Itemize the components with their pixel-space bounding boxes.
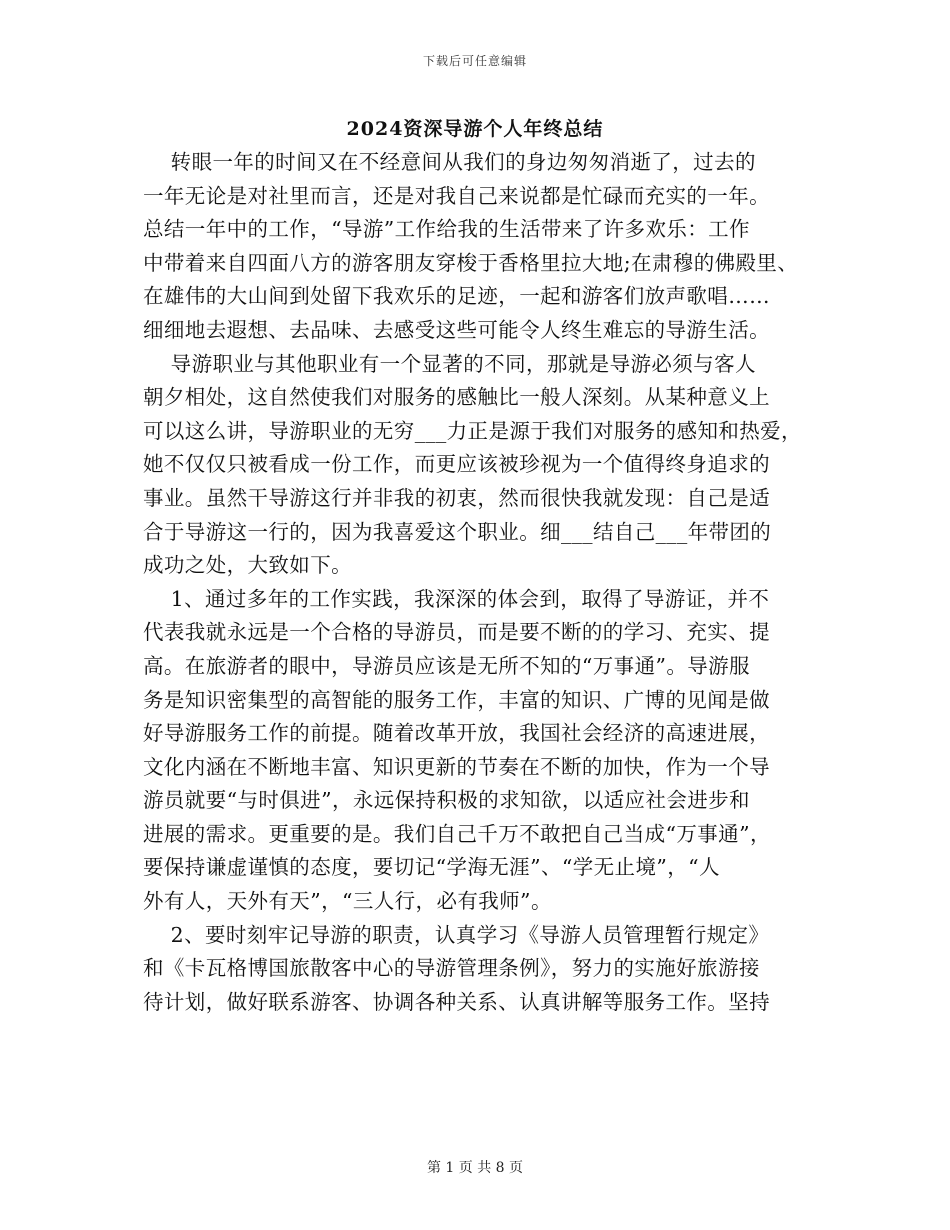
- body-line: 好导游服务工作的前提。随着改革开放，我国社会经济的高速进展，: [143, 721, 770, 746]
- body-line: 转眼一年的时间又在不经意间从我们的身边匆匆消逝了，过去的: [143, 150, 756, 174]
- body-line: 一年无论是对社里而言，还是对我自己来说都是忙碌而充实的一年。: [143, 183, 770, 208]
- document-title: 2024资深导游个人年终总结: [346, 118, 604, 140]
- body-line: 成功之处，大致如下。: [143, 553, 352, 578]
- body-line: 可以这么讲，导游职业的无穷___力正是源于我们对服务的感知和热爱，: [143, 418, 802, 443]
- body-line: 文化内涵在不断地丰富、知识更新的节奏在不断的加快，作为一个导: [143, 754, 770, 779]
- body-line: 游员就要“与时俱进”，永远保持积极的求知欲，以适应社会进步和: [143, 788, 750, 813]
- page-number-footer: 第 1 页 共 8 页: [426, 1160, 524, 1176]
- body-line: 在雄伟的大山间到处留下我欢乐的足迹，一起和游客们放声歌唱……: [143, 284, 770, 309]
- body-line: 进展的需求。更重要的是。我们自己千万不敢把自己当成“万事通”，: [143, 821, 771, 846]
- body-line: 总结一年中的工作，“导游”工作给我的生活带来了许多欢乐：工作: [143, 217, 750, 242]
- body-line: 她不仅仅只被看成一份工作，而更应该被珍视为一个值得终身追求的: [143, 452, 770, 477]
- body-line: 外有人，天外有天”，“三人行，必有我师”。: [143, 889, 552, 914]
- header-note: 下载后可任意编辑: [422, 54, 527, 68]
- body-line: 高。在旅游者的眼中，导游员应该是无所不知的“万事通”。导游服: [143, 653, 750, 678]
- body-line: 中带着来自四面八方的游客朋友穿梭于香格里拉大地;在肃穆的佛殿里、: [143, 250, 799, 275]
- body-line: 朝夕相处，这自然使我们对服务的感触比一般人深刻。从某种意义上: [143, 385, 770, 410]
- body-line: 合于导游这一行的，因为我喜爱这个职业。细___结自己___年带团的: [143, 519, 772, 544]
- body-line: 要保持谦虚谨慎的态度，要切记“学海无涯”、“学无止境”，“人: [143, 855, 720, 880]
- body-line: 细细地去遐想、去品味、去感受这些可能令人终生难忘的导游生活。: [143, 317, 770, 342]
- body-line: 导游职业与其他职业有一个显著的不同，那就是导游必须与客人: [143, 351, 756, 376]
- body-line: 事业。虽然干导游这行并非我的初衷，然而很快我就发现：自己是适: [143, 485, 770, 510]
- body-line: 1、通过多年的工作实践，我深深的体会到，取得了导游证，并不: [143, 586, 770, 611]
- body-line: 和《卡瓦格博国旅散客中心的导游管理条例》，努力的实施好旅游接: [143, 956, 760, 981]
- body-line: 2、要时刻牢记导游的职责，认真学习《导游人员管理暂行规定》: [143, 922, 770, 947]
- body-line: 待计划，做好联系游客、协调各种关系、认真讲解等服务工作。坚持: [143, 989, 770, 1014]
- body-line: 代表我就永远是一个合格的导游员，而是要不断的的学习、充实、提: [143, 620, 770, 645]
- body-line: 务是知识密集型的高智能的服务工作，丰富的知识、广博的见闻是做: [143, 687, 770, 712]
- document-body: [143, 146, 818, 1019]
